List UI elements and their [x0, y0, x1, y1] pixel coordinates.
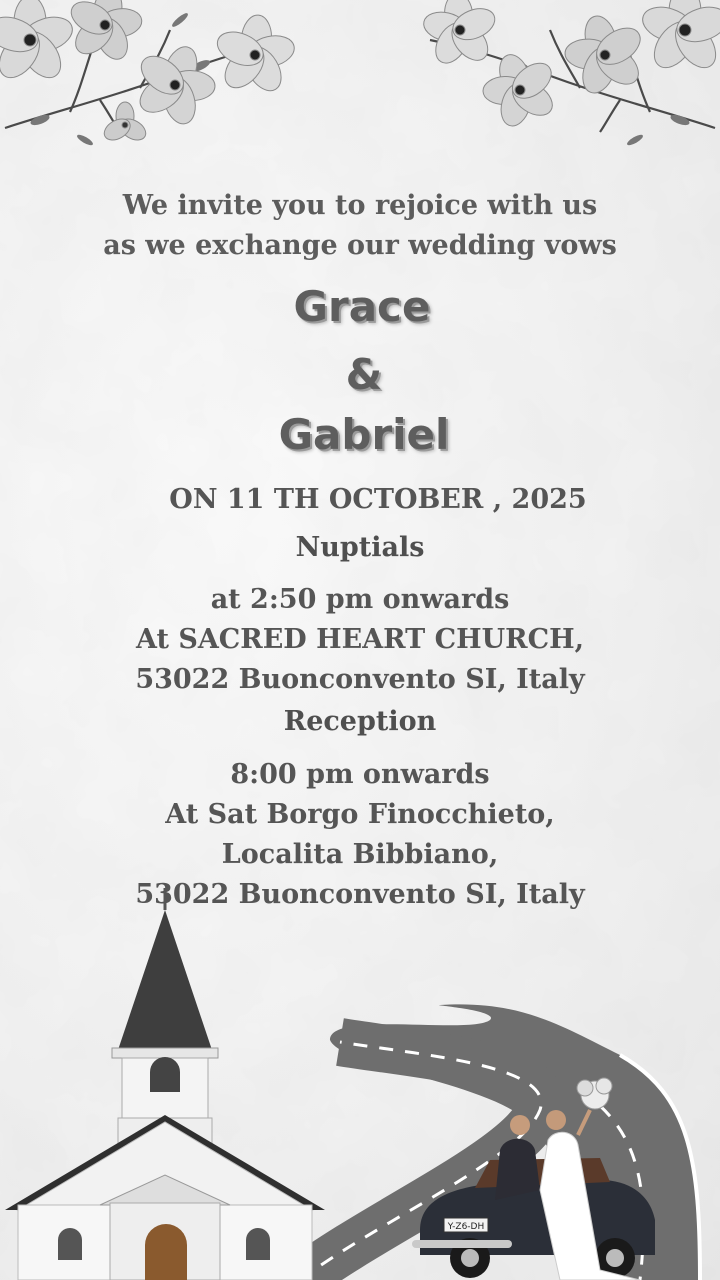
reception-locality: Localita Bibbiano,: [221, 839, 499, 870]
invite-line-1: We invite you to rejoice with us: [122, 190, 598, 221]
bride-name: Grace: [293, 282, 431, 331]
floral-branch-left: [0, 0, 300, 170]
invite-line-2: as we exchange our wedding vows: [103, 230, 617, 261]
ampersand: &: [345, 350, 383, 399]
flower-icon: [421, 0, 720, 129]
invitation-message: [0, 186, 720, 266]
reception-address: 53022 Buonconvento SI, Italy: [135, 879, 585, 910]
groom-name: Gabriel: [278, 410, 450, 459]
license-plate: Y-Z6-DH: [447, 1222, 485, 1232]
nuptials-time: at 2:50 pm onwards: [210, 584, 510, 615]
reception-venue: At Sat Borgo Finocchieto,: [165, 799, 555, 830]
reception-title: Reception: [283, 706, 437, 737]
wedding-date: ON 11 TH OCTOBER , 2025: [169, 484, 587, 515]
floral-branch-right: [420, 0, 720, 170]
nuptials-details: [0, 580, 720, 700]
wedding-illustration: [0, 860, 720, 1280]
church: [5, 888, 325, 1280]
flower-icon: [0, 0, 297, 144]
nuptials-title: Nuptials: [295, 532, 425, 563]
nuptials-address: 53022 Buonconvento SI, Italy: [135, 664, 585, 695]
nuptials-venue: At SACRED HEART CHURCH,: [136, 624, 584, 655]
reception-time: 8:00 pm onwards: [230, 759, 490, 790]
